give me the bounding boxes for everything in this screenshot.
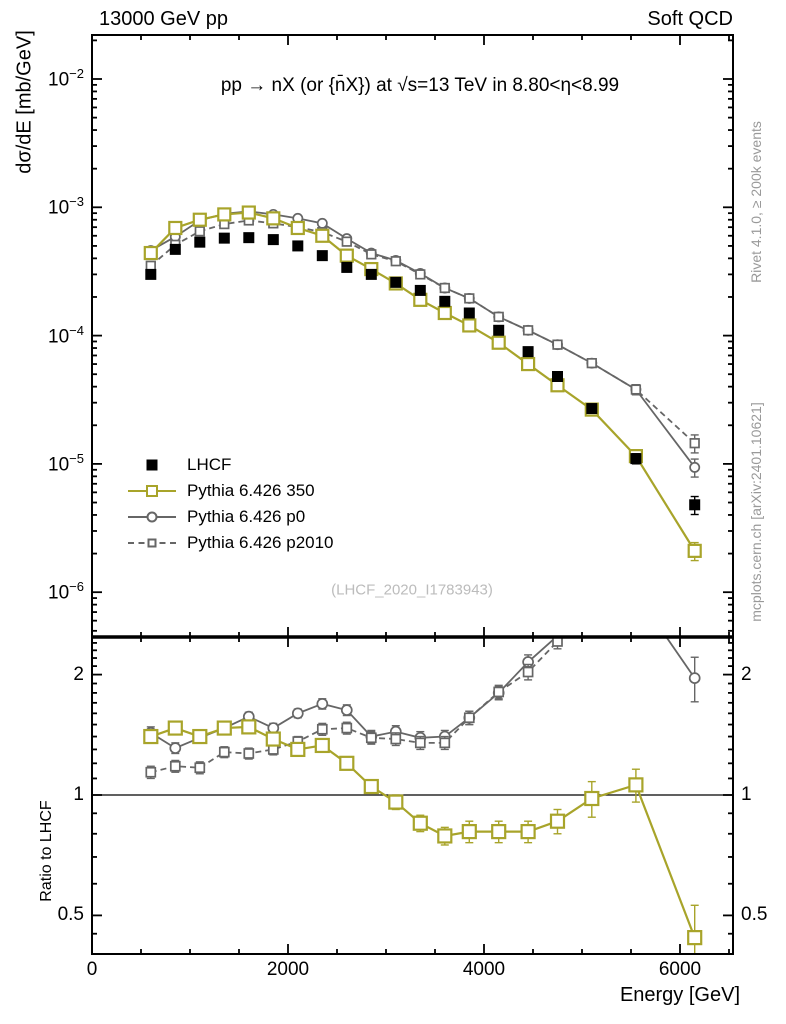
open-circle-marker-icon — [147, 512, 158, 523]
open-square-marker-icon — [148, 539, 157, 548]
ratio-tick-label: 0.5 — [57, 904, 84, 926]
ratio-tick-label: 2 — [741, 663, 752, 685]
mcplots-arxiv-note: mcplots.cern.ch [arXiv:2401.10621] — [748, 402, 764, 622]
x-tick-label: 6000 — [658, 959, 702, 980]
plot-title: pp → nX (or {n̄X}) at √s=13 TeV in 8.80<η<8.99 — [220, 75, 620, 96]
x-tick-label: 0 — [86, 959, 98, 980]
y-axis-label: dσ/dE [mb/GeV] — [13, 30, 36, 174]
legend-item-lhcf — [128, 452, 231, 478]
ratio-axis-label: Ratio to LHCF — [38, 800, 55, 902]
ratio-tick-label: 1 — [73, 784, 84, 805]
legend-label: Pythia 6.426 350 — [187, 481, 315, 500]
y-tick-label: $10^{-6}$ — [48, 579, 84, 604]
ratio-tick-label: 1 — [741, 784, 752, 805]
ratio-tick-label: 2 — [73, 663, 84, 685]
x-tick-label: 4000 — [462, 959, 506, 980]
y-tick-label: $10^{-2}$ — [48, 66, 84, 91]
process-group-label: Soft QCD — [647, 8, 733, 30]
legend-label: Pythia 6.426 p2010 — [187, 533, 334, 552]
rivet-version-note: Rivet 4.1.0, ≥ 200k events — [748, 121, 764, 283]
y-tick-label: $10^{-3}$ — [48, 194, 84, 219]
analysis-id-watermark: (LHCF_2020_I1783943) — [331, 581, 493, 599]
y-tick-label: $10^{-4}$ — [48, 322, 84, 347]
legend-item-pythia-350 — [128, 478, 315, 504]
legend-item-pythia-p2010 — [128, 530, 334, 556]
open-square-marker-icon — [146, 485, 158, 497]
legend-label: LHCF — [187, 455, 232, 474]
filled-square-marker-icon — [147, 460, 158, 471]
ratio-tick-label: 0.5 — [741, 904, 768, 926]
beam-label: 13000 GeV pp — [99, 8, 228, 30]
x-axis-label: Energy [GeV] — [619, 984, 740, 1006]
x-tick-label: 2000 — [266, 959, 310, 980]
legend-label: Pythia 6.426 p0 — [187, 507, 306, 526]
legend-item-pythia-p0 — [128, 504, 305, 530]
y-tick-label: $10^{-5}$ — [48, 450, 84, 476]
